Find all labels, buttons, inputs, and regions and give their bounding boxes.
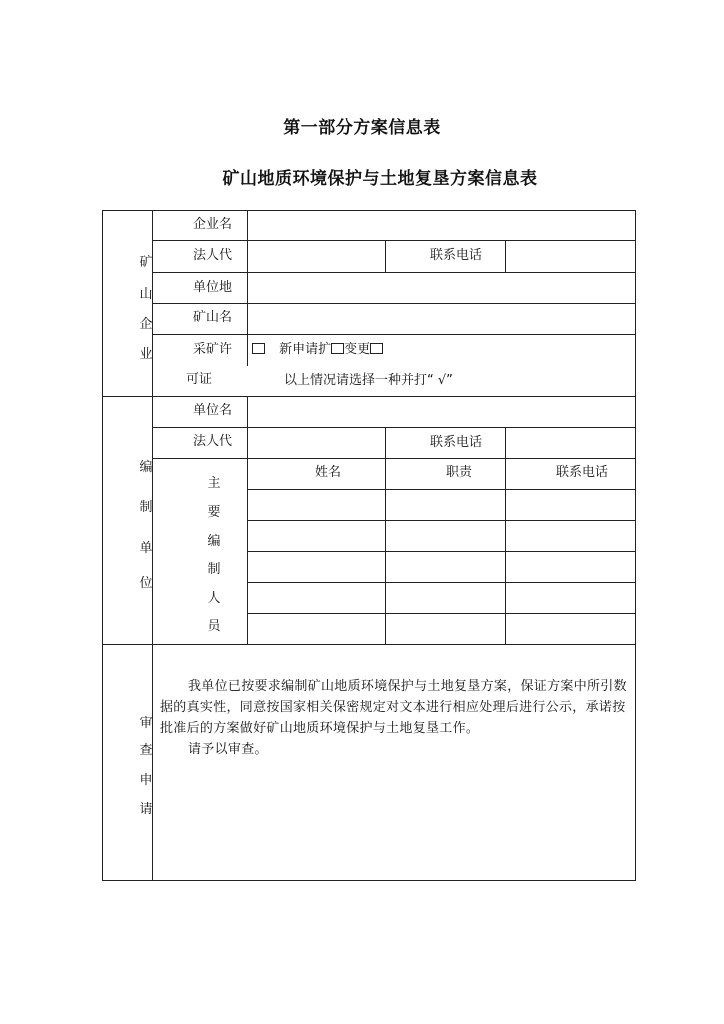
staff-label-char: 编 — [207, 534, 221, 549]
staff-row-divider — [247, 489, 636, 490]
legal-rep-label: 法人代 — [193, 248, 233, 263]
request-review-line: 请予以审查。 — [188, 742, 268, 757]
section-divider — [102, 396, 636, 397]
change-label: 变更 — [344, 342, 371, 357]
section-divider — [102, 644, 636, 645]
choice-instruction: 以上情况请选择一种并打“ √” — [284, 373, 453, 388]
checkbox-new-application[interactable] — [252, 343, 265, 354]
checkbox-change[interactable] — [370, 343, 383, 354]
license-label-cont: 可证 — [186, 372, 213, 387]
section-label-mining-enterprise — [138, 251, 154, 373]
section-label-char: 矿 — [139, 255, 153, 270]
section-label-char: 查 — [139, 743, 153, 758]
section-label-char: 编 — [139, 460, 153, 475]
checkbox-expand[interactable] — [331, 343, 344, 354]
column-header-duty: 职责 — [446, 465, 473, 480]
section-label-char: 业 — [139, 347, 153, 362]
cell-divider — [385, 427, 386, 644]
section-label-char: 山 — [139, 287, 153, 302]
staff-row-divider — [247, 582, 636, 583]
unit-name-label: 单位名 — [193, 403, 233, 418]
staff-label-char: 制 — [207, 562, 221, 577]
page-title: 第一部分方案信息表 — [283, 118, 441, 138]
staff-row-divider — [247, 551, 636, 552]
phone-label: 联系电话 — [430, 435, 483, 450]
mine-name-label: 矿山名 — [193, 310, 233, 325]
new-application-label: 新申请扩 — [279, 342, 332, 357]
address-label: 单位地 — [193, 280, 233, 295]
form-subtitle: 矿山地质环境保护与土地复垦方案信息表 — [222, 169, 538, 189]
license-label: 采矿许 — [193, 342, 233, 357]
label-column-divider — [247, 210, 248, 366]
section-label-char: 位 — [139, 576, 153, 591]
staff-label-char: 员 — [207, 619, 221, 634]
review-statement — [160, 676, 630, 760]
section-label-char: 申 — [139, 773, 153, 788]
staff-label — [206, 472, 222, 635]
enterprise-name-label: 企业名 — [193, 217, 233, 232]
staff-label-char: 人 — [207, 591, 221, 606]
table-border-left — [102, 210, 103, 881]
row-divider — [152, 427, 636, 428]
section-label-char: 企 — [139, 317, 153, 332]
section-label-review-application — [138, 712, 154, 818]
section-label-char: 审 — [139, 716, 153, 731]
row-divider — [152, 272, 636, 273]
staff-label-char: 要 — [207, 505, 221, 520]
staff-row-divider — [247, 613, 636, 614]
license-options — [252, 342, 383, 358]
phone-label: 联系电话 — [430, 248, 483, 263]
table-border-right — [635, 210, 636, 881]
staff-row-divider — [247, 520, 636, 521]
cell-divider — [505, 427, 506, 644]
table-border-bottom — [102, 880, 636, 881]
section-label-char: 制 — [139, 500, 153, 515]
row-divider — [152, 334, 636, 335]
legal-rep-label: 法人代 — [193, 434, 233, 449]
table-border-top — [102, 210, 636, 211]
row-divider — [152, 458, 636, 459]
cell-divider — [385, 240, 386, 272]
commitment-paragraph: 我单位已按要求编制矿山地质环境保护与土地复垦方案，保证方案中所引数据的真实性，同意按国家相关保密规定对文本进行相应处理后进行公示，承诺按批准后的方案做好矿山地质环境保护与土地复垦工作。 — [160, 679, 627, 736]
staff-label-char: 主 — [207, 476, 221, 491]
section-label-char: 请 — [139, 802, 153, 817]
column-header-phone: 联系电话 — [556, 465, 609, 480]
section-label-compiling-unit — [138, 456, 154, 602]
row-divider — [152, 240, 636, 241]
cell-divider — [505, 240, 506, 272]
column-header-name: 姓名 — [315, 465, 342, 480]
section-label-char: 单 — [139, 541, 153, 556]
row-divider — [152, 303, 636, 304]
